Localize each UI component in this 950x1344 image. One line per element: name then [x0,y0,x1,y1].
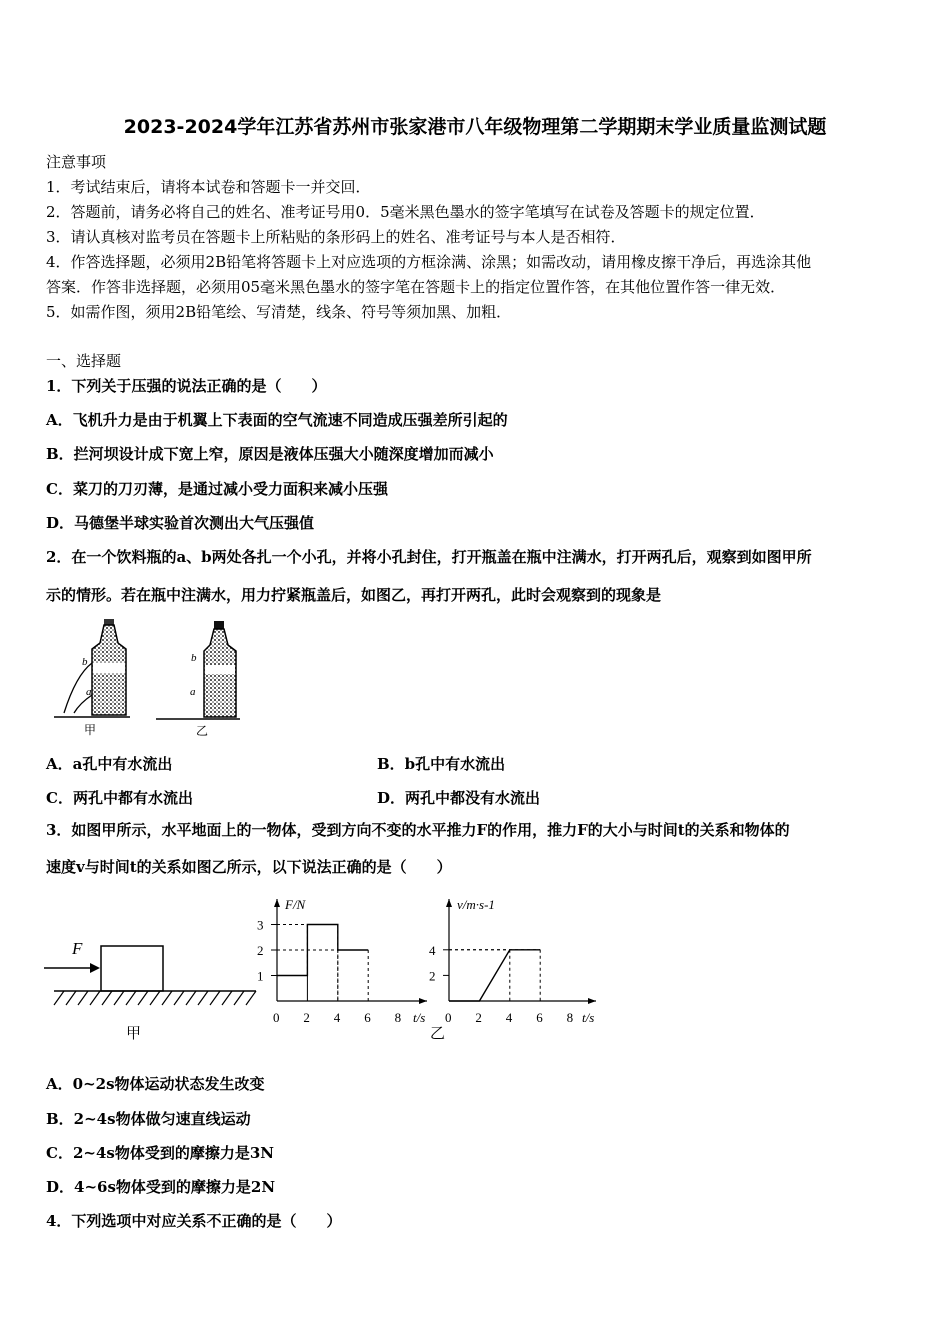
q2-stem-line2: 示的情形。若在瓶中注满水，用力拧紧瓶盖后，如图乙，再打开两孔，此时会观察到的现象是 [46,586,662,604]
notice-item-1: 1．考试结束后，请将本试卷和答题卡一并交回． [46,178,371,196]
caption-yi: 乙 [196,724,209,738]
y-tick-label: 2 [257,943,264,958]
x-tick-label: 2 [303,1010,310,1025]
x-axis-label: t/s [413,1010,426,1025]
q2-option-a: A．a孔中有水流出 [46,755,173,773]
q1-option-b: B．拦河坝设计成下宽上窄，原因是液体压强大小随深度增加而减小 [46,445,494,463]
y-tick-label: 3 [257,917,264,933]
y-axis-label: F/N [285,897,306,912]
x-tick-label: 2 [475,1010,482,1025]
y-tick-label: 1 [257,968,264,984]
q3-option-c: C．2~4s物体受到的摩擦力是3N [46,1144,274,1162]
x-tick-label: 4 [505,1010,513,1025]
label-a-jia: a [86,686,92,698]
x-axis-label: t/s [582,1010,595,1025]
q3-stem-line2: 速度v与时间t的关系如图乙所示，以下说法正确的是（ ） [46,858,452,876]
block [101,946,163,991]
q1-option-a: A．飞机升力是由于机翼上下表面的空气流速不同造成压强差所引起的 [46,411,508,429]
q1-stem: 1．下列关于压强的说法正确的是（ ） [46,377,327,395]
section-heading: 一、选择题 [46,352,122,370]
x-tick-label: 4 [333,1010,341,1025]
x-axis-arrow [588,998,596,1004]
series-line [449,950,540,1001]
label-b-jia: b [82,656,88,668]
notice-item-4: 4．作答选择题，必须用2B铅笔将答题卡上对应选项的方框涂满、涂黑；如需改动，请用橡皮擦干净后，再选涂其他 [46,253,812,271]
q2-stem-line1: 2．在一个饮料瓶的a、b两处各扎一个小孔，并将小孔封住，打开瓶盖在瓶中注满水，打开两孔后，观察到如图甲所 [46,548,812,566]
bottle-yi [156,621,240,738]
y-axis-arrow [446,899,452,907]
label-b-yi: b [191,652,197,664]
velocity-time-chart [428,893,608,1028]
q3-option-b: B．2~4s物体做匀速直线运动 [46,1110,251,1128]
q1-option-c: C．菜刀的刀刃薄，是通过减小受力面积来减小压强 [46,480,388,498]
q3-option-d: D．4~6s物体受到的摩擦力是2N [46,1178,276,1196]
x-tick-label: 6 [364,1010,371,1025]
q2-bottle-figure [46,615,246,740]
q3-block-figure [40,930,265,1045]
y-axis-arrow [274,899,280,907]
notice-item-3: 3．请认真核对监考员在答题卡上所粘贴的条形码上的姓名、准考证号与本人是否相符． [46,228,626,246]
q3-option-a: A．0~2s物体运动状态发生改变 [46,1075,265,1093]
q3-stem-line1: 3．如图甲所示，水平地面上的一物体，受到方向不变的水平推力F的作用，推力F的大小与时间t的关系和物体的 [46,821,790,839]
x-tick-label: 6 [536,1010,543,1025]
notice-item-4-cont: 答案．作答非选择题，必须用05毫米黑色墨水的签字笔在答题卡上的指定位置作答，在其他位置作答一律无效． [46,278,786,296]
bottle-jia [54,619,130,737]
caption-jia-q3: 甲 [126,1026,142,1042]
q2-option-d: D．两孔中都没有水流出 [377,789,541,807]
y-tick-label: 4 [429,942,436,958]
q1-option-d: D．马德堡半球实验首次测出大气压强值 [46,514,315,532]
label-a-yi: a [190,686,196,698]
force-label: F [72,939,83,958]
x-tick-label: 8 [566,1010,574,1025]
x-axis-arrow [419,998,427,1004]
page-title: 2023-2024学年江苏省苏州市张家港市八年级物理第二学期期末学业质量监测试题 [123,116,827,138]
q4-stem: 4．下列选项中对应关系不正确的是（ ） [46,1212,342,1230]
x-tick-label: 8 [394,1010,402,1025]
q2-option-c: C．两孔中都有水流出 [46,789,193,807]
y-tick-label: 2 [429,968,436,984]
y-axis-label: v/m·s-1 [457,897,495,912]
force-time-chart [255,893,435,1028]
caption-jia: 甲 [84,723,97,737]
caption-yi-q3: 乙 [430,1024,446,1042]
x-tick-label: 0 [445,1010,452,1025]
q2-option-b: B．b孔中有水流出 [377,755,506,773]
notice-item-2: 2．答题前，请务必将自己的姓名、准考证号用0．5毫米黑色墨水的签字笔填写在试卷及答题卡的规定位置． [46,203,765,221]
notice-item-5: 5．如需作图，须用2B铅笔绘、写清楚，线条、符号等须加黑、加粗． [46,303,512,321]
x-tick-label: 0 [273,1010,280,1025]
notice-heading: 注意事项 [46,153,107,171]
